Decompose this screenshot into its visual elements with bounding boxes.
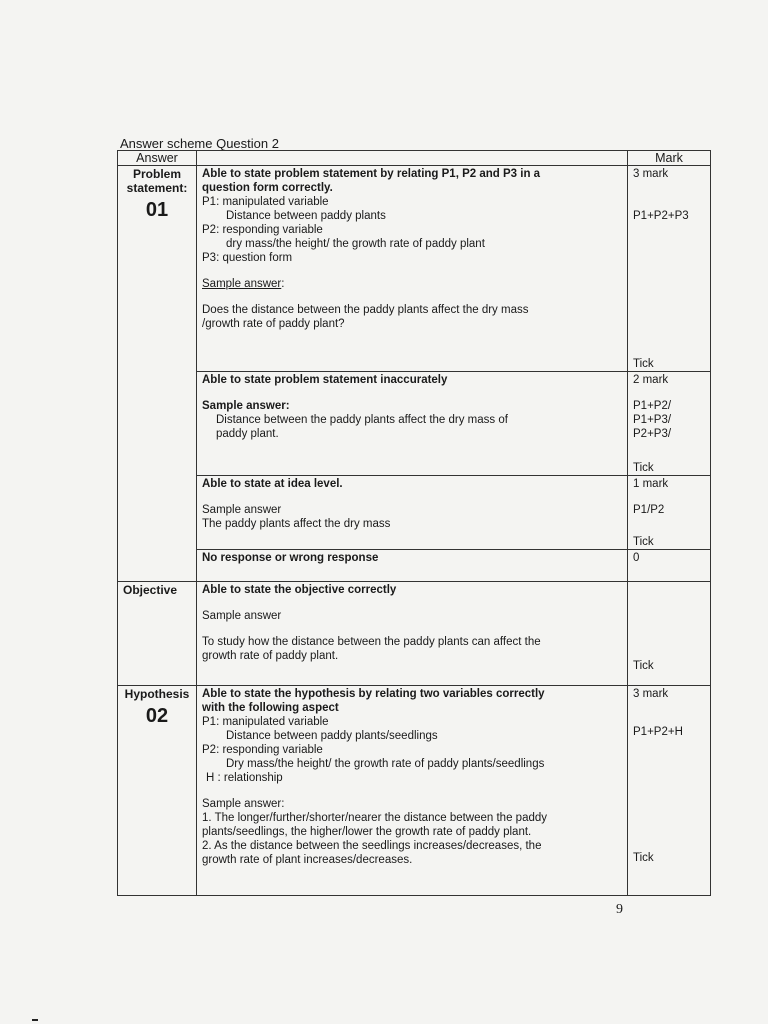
criteria-heading-2: with the following aspect [202,702,339,714]
sample-answer-text: growth rate of plant increases/decreases. [202,854,413,866]
page-title: Answer scheme Question 2 [120,136,279,151]
criteria-line: Distance between paddy plants/seedlings [226,730,438,742]
mark-detail: P1+P2+P3 [633,210,689,222]
answer-column-header: Answer [118,151,197,166]
criteria-cell [197,686,628,896]
mark-cell [628,686,711,896]
table-row [118,550,711,582]
objective-label: Objective [123,583,178,597]
mark-value: 0 [633,552,640,564]
criteria-cell [197,372,628,476]
table-row [118,582,711,686]
table-row [118,686,711,896]
mark-detail: P1/P2 [633,504,665,516]
criteria-heading-2: question form correctly. [202,182,333,194]
criteria-line: P3: question form [202,252,293,264]
criteria-heading: Able to state the objective correctly [202,584,397,596]
hypothesis-label: Hypothesis [124,687,190,701]
criteria-heading: Able to state problem statement inaccurately [202,374,448,386]
sample-answer-text: To study how the distance between the paddy plants can affect the [202,636,541,648]
hypothesis-cell [118,686,197,896]
criteria-line: Dry mass/the height/ the growth rate of paddy plants/seedlings [226,758,545,770]
sample-answer-label: Sample answer [202,278,282,290]
sample-answer-label: Sample answer [202,610,282,622]
criteria-heading: No response or wrong response [202,552,379,564]
criteria-line: dry mass/the height/ the growth rate of paddy plant [226,238,485,250]
sample-answer-text: Distance between the paddy plants affect the dry mass of [216,414,508,426]
criteria-line: P2: responding variable [202,744,323,756]
criteria-line: P2: responding variable [202,224,323,236]
sample-answer-text: Does the distance between the paddy plants affect the dry mass [202,304,529,316]
tick-label: Tick [633,462,654,474]
mark-cell [628,550,711,582]
mark-cell [628,582,711,686]
mark-detail: P1+P3/ [633,414,672,426]
problem-label-2: statement: [126,181,188,195]
criteria-line: H : relationship [206,772,283,784]
sample-answer-text: growth rate of paddy plant. [202,650,339,662]
criteria-line: P1: manipulated variable [202,196,329,208]
problem-code: 01 [145,199,169,221]
mark-value: 1 mark [633,478,669,490]
criteria-cell [197,550,628,582]
sample-answer-text: /growth rate of paddy plant? [202,318,345,330]
page-number: 9 [616,902,623,917]
mark-cell [628,166,711,372]
sample-answer-text: paddy plant. [216,428,279,440]
table-row [118,166,711,372]
mark-cell [628,476,711,550]
hypothesis-code: 02 [145,705,169,727]
criteria-cell [197,582,628,686]
criteria-cell: Able to state problem statement by relating P1, P2 and P3 in a question form correctly. P1: manipulated variable Distance between paddy plants P2: responding variable dry mass/the height/ the growth rate of paddy plant P3: question form Sample answer: Does the distance between the paddy plants affect the dry mass /growth rate of paddy plant? [197,166,628,372]
answer-scheme-table [117,150,711,896]
mark-detail: P1+P2+H [633,726,683,738]
sample-answer-text: plants/seedlings, the higher/lower the growth rate of paddy plant. [202,826,532,838]
problem-label: Problem [132,167,181,181]
criteria-cell [197,476,628,550]
table-row [118,476,711,550]
sample-answer-label: Sample answer [202,504,282,516]
tick-label: Tick [633,358,654,370]
criteria-heading: Able to state problem statement by relating P1, P2 and P3 in a [202,168,541,180]
description-column-header [197,151,628,166]
mark-detail: P1+P2/ [633,400,672,412]
sample-answer-label: Sample answer: [202,798,285,810]
problem-statement-cell [118,166,197,582]
sample-answer-text: 1. The longer/further/shorter/nearer the distance between the paddy [202,812,548,824]
mark-cell [628,372,711,476]
sample-answer-text: The paddy plants affect the dry mass [202,518,391,530]
criteria-heading: Able to state the hypothesis by relating two variables correctly [202,688,545,700]
sample-answer-label: Sample answer: [202,400,290,412]
mark-value: 3 mark [633,688,669,700]
mark-value: 2 mark [633,374,669,386]
mark-detail: P2+P3/ [633,428,672,440]
table-row [118,372,711,476]
tick-label: Tick [633,660,654,672]
mark-column-header: Mark [628,151,711,166]
tick-label: Tick [633,536,654,548]
sample-answer-text: 2. As the distance between the seedlings increases/decreases, the [202,840,542,852]
objective-cell [118,582,197,686]
criteria-line: P1: manipulated variable [202,716,329,728]
criteria-line: Distance between paddy plants [226,210,386,222]
scan-mark [32,1019,38,1021]
header-row [118,151,711,166]
tick-label: Tick [633,852,654,864]
mark-value: 3 mark [633,168,669,180]
criteria-heading: Able to state at idea level. [202,478,343,490]
